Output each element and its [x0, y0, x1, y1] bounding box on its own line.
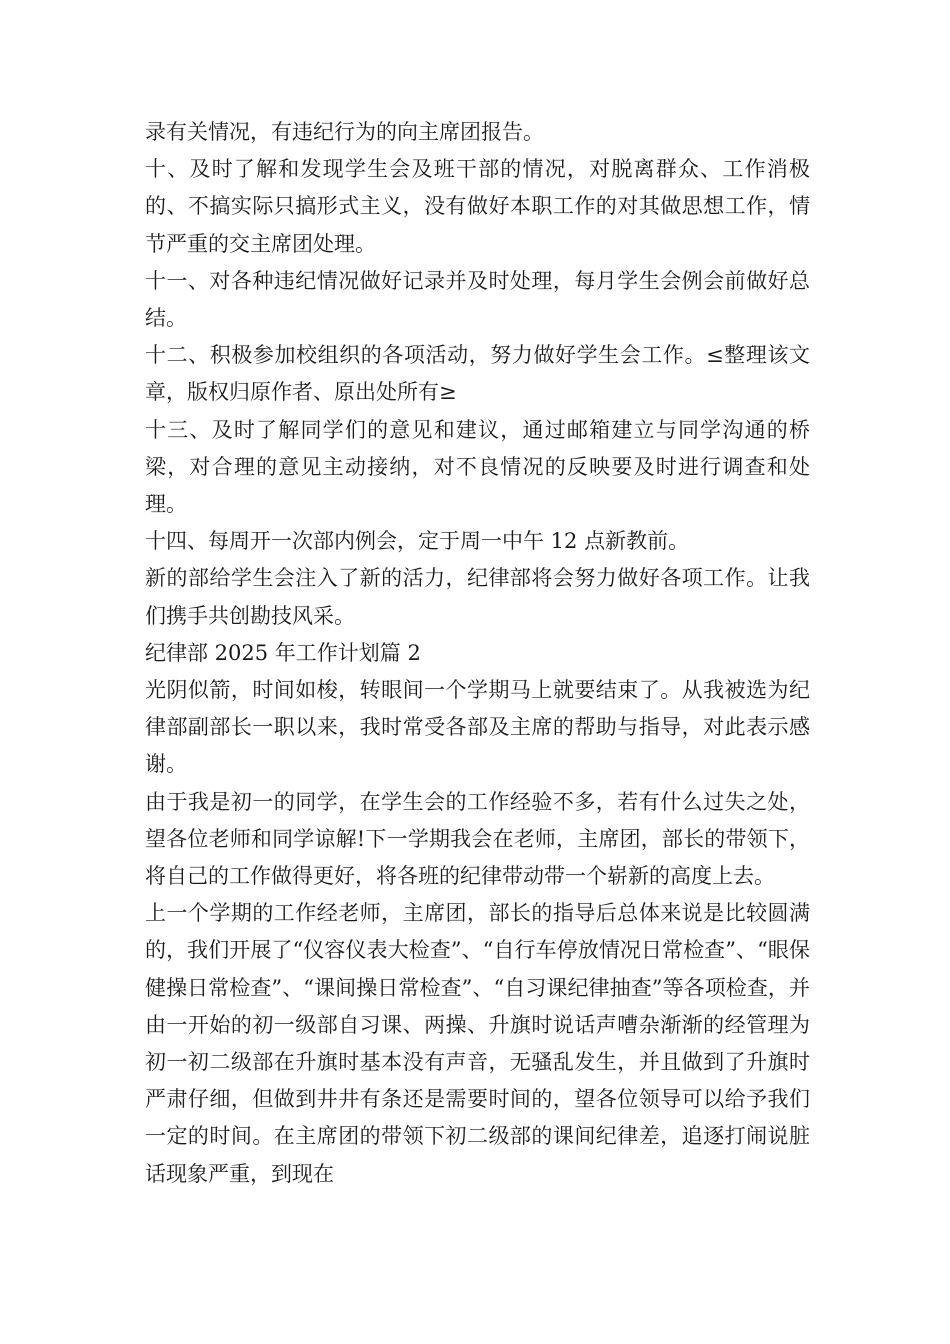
- document-body: [145, 114, 810, 1193]
- paragraph: 上一个学期的工作经老师，主席团，部长的指导后总体来说是比较圆满的，我们开展了“仪容仪表大检查”、“自行车停放情况日常检查”、“眼保健操日常检查”、“课间操日常检查”、“自习课纪律抽查”等各项检查，并由一开始的初一级部自习课、两操、升旗时说话声嘈杂渐渐的经管理为初一初二级部在升旗时基本没有声音，无骚乱发生，并且做到了升旗时严肃仔细，但做到井井有条还是需要时间的，望各位领导可以给予我们一定的时间。在主席团的带领下初二级部的课间纪律差，追逐打闹说脏话现象严重，到现在: [145, 901, 810, 1186]
- paragraph: 十二、积极参加校组织的各项活动，努力做好学生会工作。≤整理该文章，版权归原作者、原出处所有≥: [145, 343, 810, 405]
- paragraph: 新的部给学生会注入了新的活力，纪律部将会努力做好各项工作。让我们携手共创勘技风采。: [145, 566, 810, 628]
- paragraph: 十四、每周开一次部内例会，定于周一中午 12 点新教前。: [145, 529, 690, 554]
- section-heading: 纪律部 2025 年工作计划篇 2: [145, 640, 421, 665]
- paragraph: 录有关情况，有违纪行为的向主席团报告。: [145, 120, 544, 144]
- paragraph: 光阴似箭，时间如梭，转眼间一个学期马上就要结束了。从我被选为纪律部副部长一职以来，我时常受各部及主席的帮助与指导，对此表示感谢。: [145, 678, 810, 777]
- paragraph: 十一、对各种违纪情况做好记录并及时处理，每月学生会例会前做好总结。: [145, 268, 810, 331]
- paragraph: 十三、及时了解同学们的意见和建议，通过邮箱建立与同学沟通的桥梁，对合理的意见主动接纳，对不良情况的反映要及时进行调查和处理。: [145, 417, 810, 517]
- paragraph: 十、及时了解和发现学生会及班干部的情况，对脱离群众、工作消极的、不搞实际只搞形式主义，没有做好本职工作的对其做思想工作，情节严重的交主席团处理。: [145, 157, 810, 256]
- paragraph: 由于我是初一的同学，在学生会的工作经验不多，若有什么过失之处，望各位老师和同学谅解!下一学期我会在老师，主席团，部长的带领下，将自己的工作做得更好，将各班的纪律带动带一个崭新的高度上去。: [145, 789, 810, 889]
